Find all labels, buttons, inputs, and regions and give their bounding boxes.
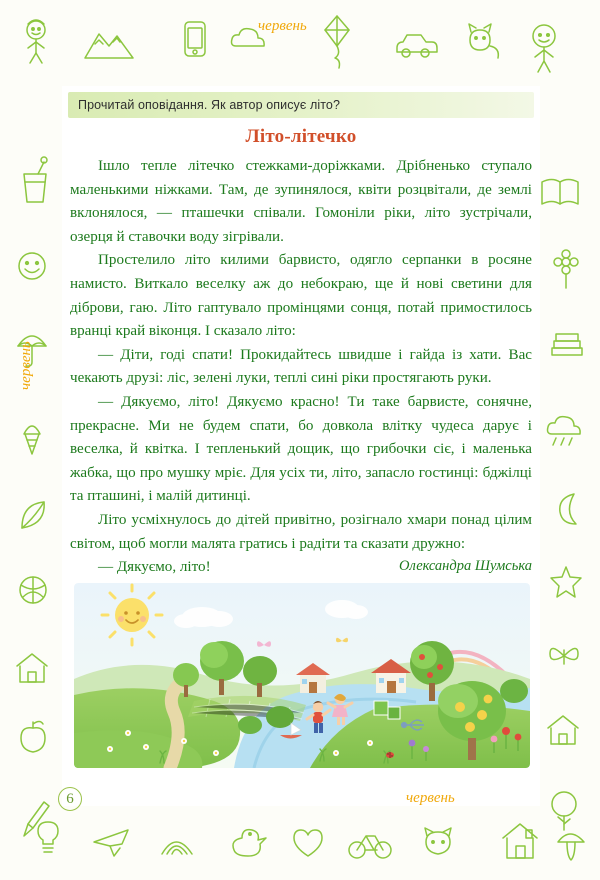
margin-word-left: червень	[18, 341, 34, 390]
story-author: Олександра Шумська	[399, 558, 532, 574]
story-body	[70, 155, 532, 580]
margin-word-top: червень	[258, 18, 307, 34]
story-paragraph: — Дякуємо, літо! Дякуємо красно! Ти таке барвисте, сонячне, прекрасне. Ми не будем спати, бо довкола влітку чудеса дарує і веселка, й квітка. І тепленький дощик, що грибочки сіє, і маленька жабка, що про мушку мріє. Для усіх ти, літо, запасло гостинці: бджілці та пташині, і малій дитинці.	[70, 393, 532, 505]
story-paragraph: — Діти, годі спати! Прокидайтесь швидше і гайда із хати. Вас чекають друзі: ліс, зелені луки, теплі сині ріки простягають руки.	[70, 346, 532, 387]
story-paragraph: — Дякуємо, літо!	[98, 559, 211, 576]
story-title: Літо-літечко	[245, 126, 357, 147]
summer-landscape-illustration	[74, 583, 530, 768]
story-paragraph: Літо усміхнулось до дітей привітно, розігнало хмари понад цілим світом, щоб могли малята гратись і радіти та сказати дружно:	[70, 511, 532, 552]
page-number-value: 6	[66, 790, 74, 807]
page-number	[58, 787, 82, 811]
task-instruction-text: Прочитай оповідання. Як автор описує літо?	[78, 98, 341, 112]
story-paragraph: Ішло тепле літечко стежками-доріжками. Дрібненько ступало маленькими ніжками. Там, де зупинялося, квіти розцвітали, де землі вклонялося, — пташечки співали. Гомоніли ріки, літо зустрічали, озерця й ставочки воду зігрівали.	[70, 158, 532, 245]
margin-word-bottom: червень	[406, 790, 455, 806]
task-instruction-banner	[68, 92, 534, 118]
story-paragraph: Простелило літо килими барвисто, одягло серпанки в росяне намисто. Виткало веселку аж до небокраю, ще й нові светини для діброви, гаю. Літо гаптувало промінцями сонця, потай примостилось вранці край віконця. І сказало літо:	[70, 252, 532, 340]
